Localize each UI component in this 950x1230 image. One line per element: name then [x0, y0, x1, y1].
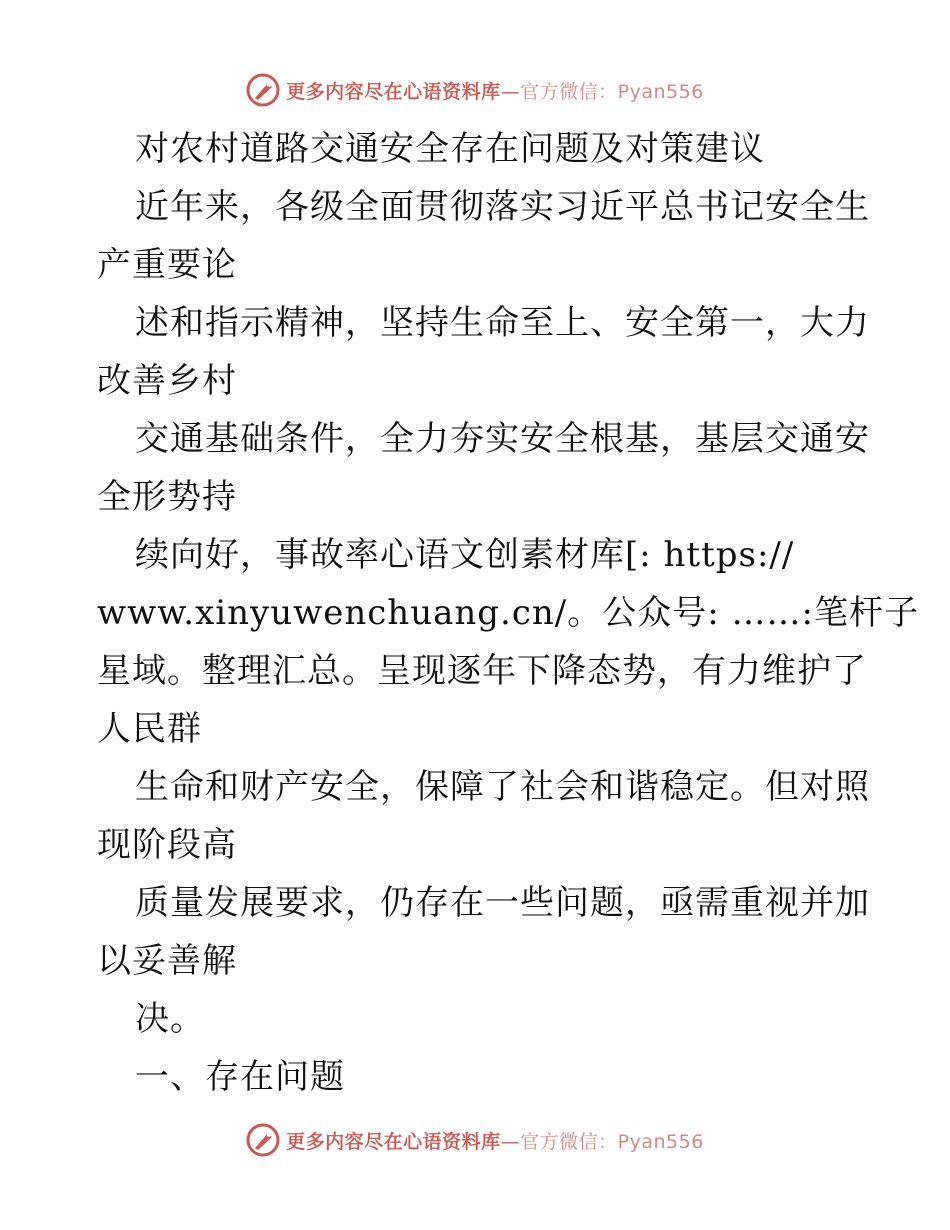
footer-watermark [0, 1120, 950, 1160]
fountain-pen-logo-icon [246, 1123, 280, 1157]
fountain-pen-logo-icon [246, 73, 280, 107]
paragraph-line: www.xinyuwenchuang.cn/。公众号: ……:笔杆子 [97, 593, 919, 633]
document-body [97, 120, 919, 1106]
paragraph-line: 人民群 [97, 709, 202, 749]
paragraph-line: 交通基础条件，全力夯实安全根基，基层交通安 [135, 419, 870, 459]
paragraph-line: 质量发展要求，仍存在一些问题，亟需重视并加 [135, 883, 870, 923]
paragraph-line: 近年来，各级全面贯彻落实习近平总书记安全生 [135, 187, 870, 227]
paragraph-line: 产重要论 [97, 245, 237, 285]
paragraph-line: 决。 [135, 999, 205, 1039]
paragraph-line: 生命和财产安全，保障了社会和谐稳定。但对照 [135, 767, 870, 807]
watermark-text [286, 77, 704, 104]
watermark-brand: 更多内容尽在心语资料库 [286, 80, 501, 103]
watermark-contact: 官方微信：Pyan556 [520, 1130, 704, 1153]
paragraph-line: 以妥善解 [97, 941, 237, 981]
watermark-text [286, 1127, 704, 1154]
paragraph-line: 续向好，事故率心语文创素材库[: https:// [135, 535, 795, 575]
paragraph-line: 现阶段高 [97, 825, 237, 865]
paragraph-line: 述和指示精神，坚持生命至上、安全第一，大力 [135, 303, 870, 343]
section-heading: 一、存在问题 [135, 1057, 345, 1097]
paragraph-line: 改善乡村 [97, 361, 237, 401]
paragraph-line: 全形势持 [97, 477, 237, 517]
watermark-brand: 更多内容尽在心语资料库 [286, 1130, 501, 1153]
watermark-separator: — [500, 1130, 521, 1153]
watermark-contact: 官方微信：Pyan556 [520, 80, 704, 103]
paragraph-line: 星域。整理汇总。呈现逐年下降态势，有力维护了 [97, 651, 867, 691]
header-watermark [0, 70, 950, 110]
document-title: 对农村道路交通安全存在问题及对策建议 [135, 129, 765, 169]
watermark-separator: — [500, 80, 521, 103]
